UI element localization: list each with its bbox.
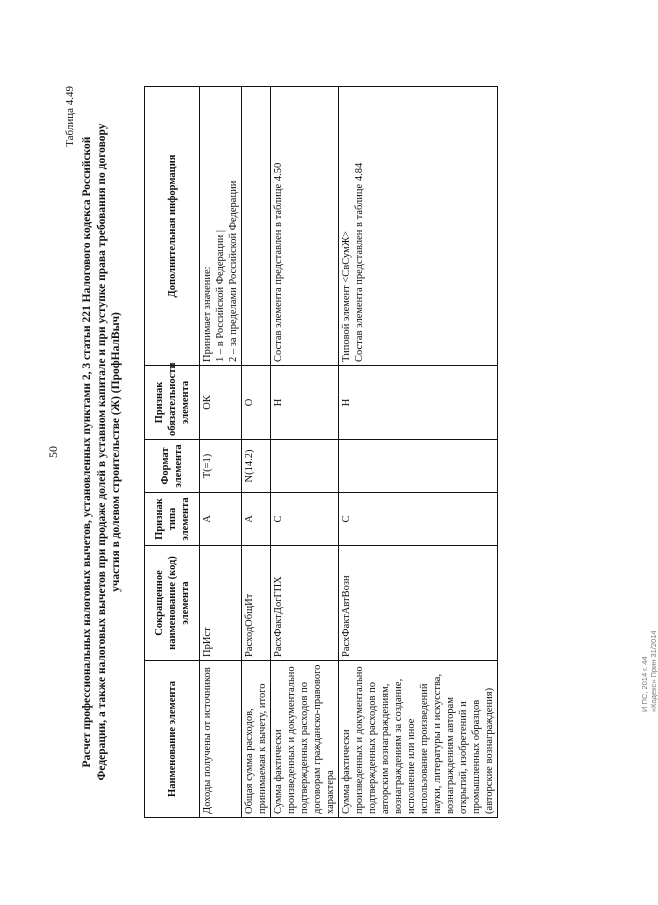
element-name-line: произведенных и документально	[354, 666, 365, 814]
table-row	[200, 87, 242, 818]
cell-additional-info	[339, 87, 498, 366]
cell-element-code: РасходОбщИт	[242, 546, 271, 661]
cell-element-required: Н	[339, 366, 498, 440]
element-name-line: вознаграждениям авторам	[445, 697, 456, 814]
cell-element-required: О	[242, 366, 271, 440]
info-line: Состав элемента представлен в таблице 4.84	[354, 162, 365, 362]
cell-element-name	[200, 661, 242, 818]
element-name-line: открытий, изобретений и	[458, 701, 469, 814]
document-stamp	[640, 512, 658, 712]
table-row	[339, 87, 498, 818]
table-number: Таблица 4.49	[64, 86, 76, 147]
info-line: 1 – в Российской Федерации |	[215, 229, 226, 362]
info-line: 2 – за пределами Российской Федерации	[228, 180, 239, 362]
cell-element-code: РасхФактАвтВозн	[339, 546, 498, 661]
header-element-type: Признак типа элемента	[145, 493, 200, 546]
cell-element-name	[242, 661, 271, 818]
stamp-line: «Кодекс» Прин 31/2014	[649, 630, 658, 712]
info-line: Состав элемента представлен в таблице 4.50	[273, 162, 284, 362]
stamp-line: И ПС, 2014 г. 44	[640, 656, 649, 712]
element-name-line: подтвержденных расходов по	[299, 681, 310, 814]
title-line: Расчет профессиональных налоговых вычетов, установленных пунктами 2, 3 статьи 221 Налогового кодекса Российской	[81, 136, 93, 768]
cell-element-type: А	[242, 493, 271, 546]
cell-element-code: РасхФактДогГПХ	[271, 546, 339, 661]
rotated-page-content	[40, 72, 658, 832]
element-name-line: Общая сумма расходов,	[244, 708, 255, 814]
element-name-line: договорам гражданско-правового	[312, 664, 323, 814]
page-number: 50	[46, 446, 60, 458]
element-name-line: подтвержденных расходов по	[367, 681, 378, 814]
title-line: участия в долевом строительстве (Ж) (ПрофНалВыч)	[110, 312, 122, 592]
cell-element-code: ПрИст	[200, 546, 242, 661]
element-name-line: Сумма фактически	[341, 729, 352, 814]
table-header-row	[145, 87, 200, 818]
cell-element-type: А	[200, 493, 242, 546]
cell-additional-info	[242, 87, 271, 366]
element-name-line: авторским вознаграждениям,	[380, 683, 391, 814]
cell-element-name	[339, 661, 498, 818]
cell-additional-info	[200, 87, 242, 366]
header-element-code: Сокращенное наименование (код) элемента	[145, 546, 200, 661]
table-row	[271, 87, 339, 818]
elements-table	[144, 86, 498, 818]
element-name-line: вознаграждениям за создание,	[393, 678, 404, 814]
cell-element-type: С	[339, 493, 498, 546]
cell-element-name	[271, 661, 339, 818]
element-name-line: произведенных и документально	[286, 666, 297, 814]
title-line: Федерации, а также налоговых вычетов при продаже долей в уставном капитале и при уступке права требования по договору	[95, 123, 108, 781]
element-name-line: принимаемая к вычету, итого	[257, 683, 268, 814]
element-name-line: Доходы получены от источников	[202, 667, 213, 814]
cell-element-required: Н	[271, 366, 339, 440]
info-line: Типовой элемент <СвСумЖ>	[341, 230, 352, 362]
element-name-line: исполнение или иное	[406, 718, 417, 814]
cell-element-format	[339, 440, 498, 493]
cell-element-format: Т(=1)	[200, 440, 242, 493]
header-additional-info: Дополнительная информация	[145, 87, 200, 366]
header-element-format: Формат элемента	[145, 440, 200, 493]
element-name-line: характера	[325, 770, 336, 814]
cell-element-format: N(14.2)	[242, 440, 271, 493]
element-name-line: науки, литературы и искусства,	[432, 673, 443, 814]
header-element-required: Признак обязательности элемента	[145, 366, 200, 440]
element-name-line: Сумма фактически	[273, 729, 284, 814]
cell-element-required: ОК	[200, 366, 242, 440]
header-element-name: Наименование элемента	[145, 661, 200, 818]
element-name-line: (авторские вознаграждения)	[484, 687, 495, 814]
cell-additional-info	[271, 87, 339, 366]
cell-element-type: С	[271, 493, 339, 546]
element-name-line: промышленных образцов	[471, 699, 482, 814]
table-row	[242, 87, 271, 818]
info-line: Принимает значение:	[202, 266, 213, 362]
table-title	[80, 112, 124, 792]
element-name-line: использование произведений	[419, 683, 430, 814]
cell-element-format	[271, 440, 339, 493]
